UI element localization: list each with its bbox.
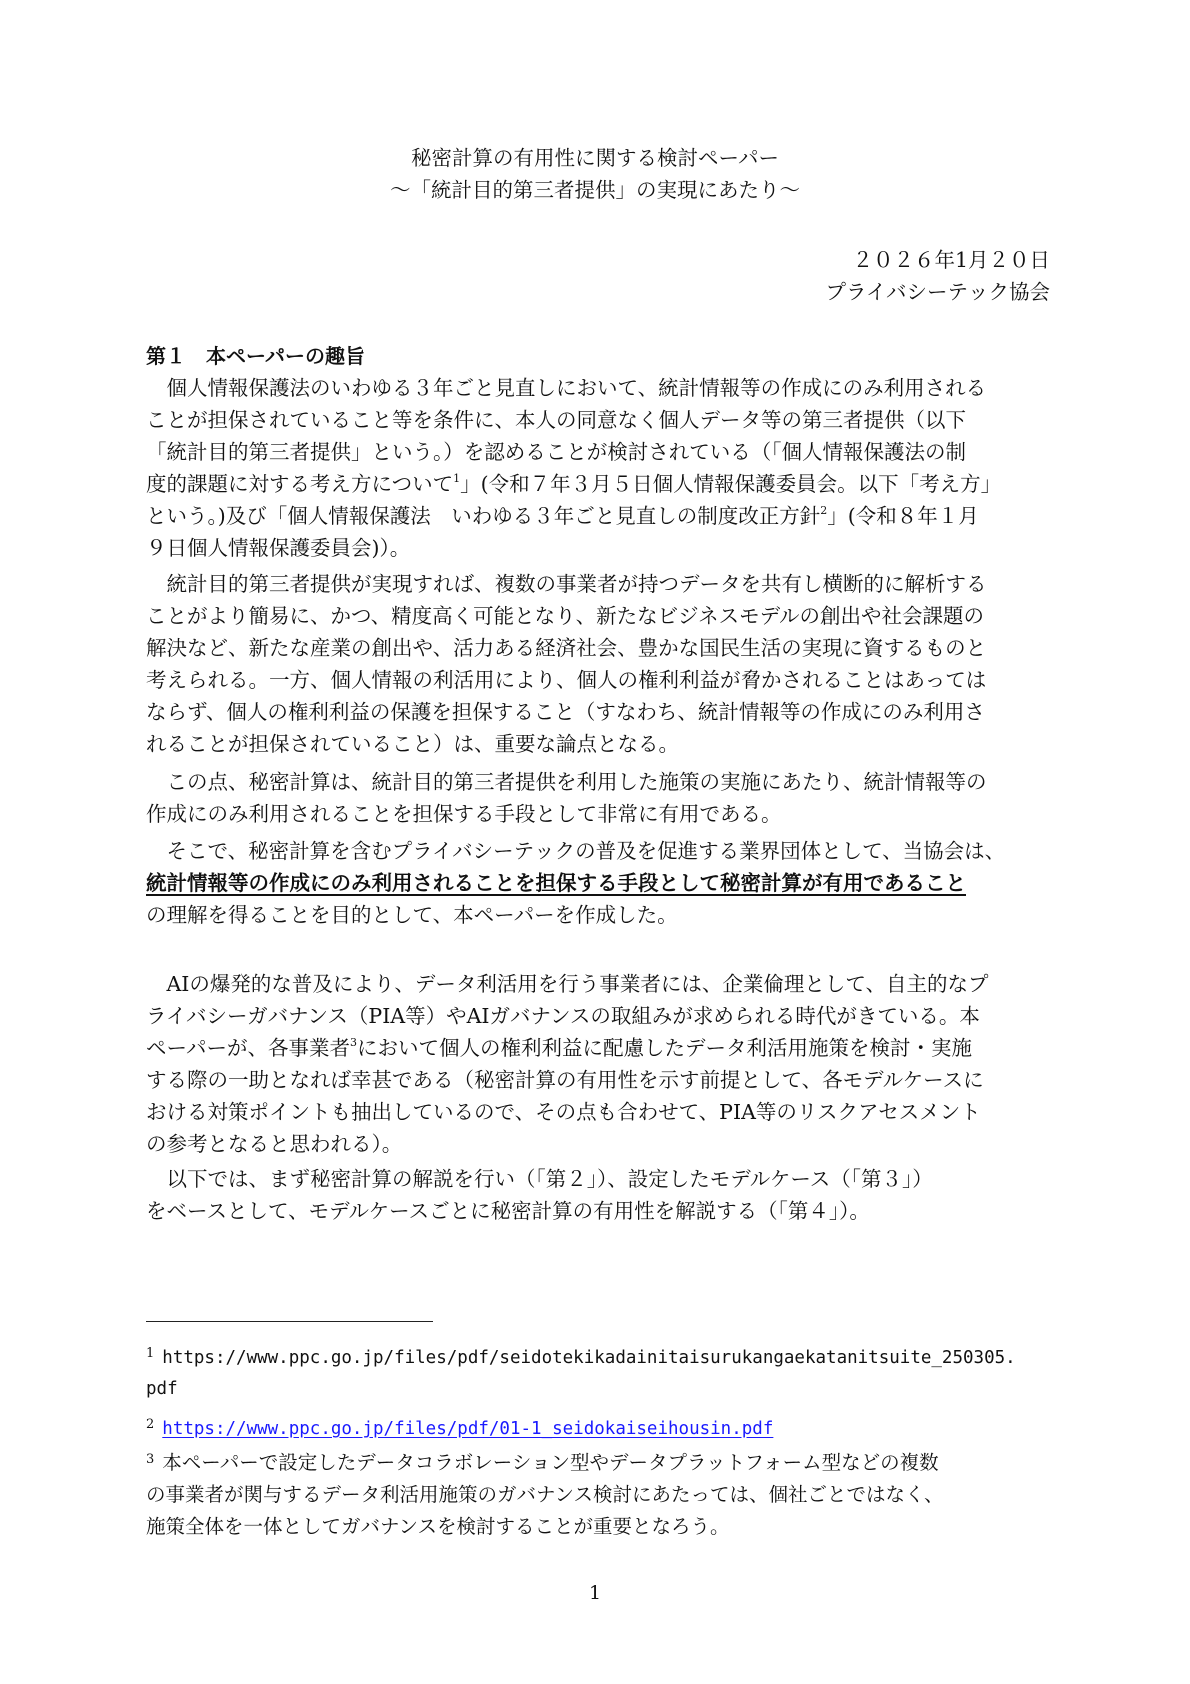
p3-line-2: 作成にのみ利用されることを担保する手段として非常に有用である。 [146,802,782,826]
p4-emphasis-line: 統計情報等の作成にのみ利用されることを担保する手段として秘密計算が有用であること [146,871,966,895]
p1-line-4 [146,468,1190,500]
document-date: ２０２６年1月２０日 [852,248,1050,272]
title-line-2: ～「統計目的第三者提供」の実現にあたり～ [390,178,800,202]
p6-line-2: をベースとして、モデルケースごとに秘密計算の有用性を解説する（「第４」）。 [146,1199,870,1223]
title-line-1: 秘密計算の有用性に関する検討ペーパー [411,146,779,170]
p1-line-1: 個人情報保護法のいわゆる３年ごと見直しにおいて、統計情報等の作成にのみ利用される [146,376,987,400]
footnote-2 [146,1413,773,1444]
p5-line-3a: ペーパーが、各事業者 [146,1036,350,1060]
footnote-1-continued [146,1373,178,1404]
p5-line-2: ライバシーガバナンス（PIA等）やAIガバナンスの取組みが求められる時代がきている。本 [146,1004,980,1028]
footnote-3-line-1: 本ペーパーで設定したデータコラボレーション型やデータプラットフォーム型などの複数 [162,1451,939,1474]
p5-line-3 [146,1032,1190,1064]
p5-line-4: する際の一助となれば幸甚である（秘密計算の有用性を示す前提として、各モデルケースに [146,1068,984,1092]
p1-line-6: ９日個人情報保護委員会)）。 [146,536,411,560]
footnote-3-line-2: の事業者が関与するデータ利活用施策のガバナンス検討にあたっては、個社ごとではなく、 [146,1483,944,1506]
footnote-3-line-3: 施策全体を一体としてガバナンスを検討することが重要となろう。 [146,1515,730,1538]
p5-line-5: おける対策ポイントも抽出しているので、その点も合わせて、PIA等のリスクアセスメント [146,1100,981,1124]
section-heading: 第１ 本ペーパーの趣旨 [146,344,365,368]
p5-line-1: AIの爆発的な普及により、データ利活用を行う事業者には、企業倫理として、自主的なプ [146,972,989,996]
footnote-2-number: 2 [146,1417,155,1432]
footnote-3 [146,1448,939,1478]
p1-line-5a: という。)及び「個人情報保護法 いわゆる３年ごと見直しの制度改正方針 [146,504,821,528]
p2-line-1: 統計目的第三者提供が実現すれば、複数の事業者が持つデータを共有し横断的に解析する [146,572,987,596]
p2-line-5: ならず、個人の権利利益の保護を担保すること（すなわち、統計情報等の作成にのみ利用さ [146,700,985,724]
p1-line-5 [146,500,1190,532]
p1-line-3: 「統計目的第三者提供」という。）を認めることが検討されている（「個人情報保護法の制 [146,440,966,464]
p4-line-1: そこで、秘密計算を含むプライバシーテックの普及を促進する業界団体として、当協会は、 [146,839,1006,863]
p6-line-1: 以下では、まず秘密計算の解説を行い（「第２」）、設定したモデルケース（「第３」） [146,1167,933,1191]
p3-line-1: この点、秘密計算は、統計目的第三者提供を利用した施策の実施にあたり、統計情報等の [146,770,987,794]
p5-line-3b: において個人の権利利益に配慮したデータ利活用施策を検討・実施 [356,1036,972,1060]
page-number: 1 [588,1582,602,1604]
p5-line-6: の参考となると思われる）。 [146,1132,403,1156]
p4-line-3: の理解を得ることを目的として、本ペーパーを作成した。 [146,903,678,927]
footnote-1-number: 1 [146,1346,155,1361]
footnote-ref-1[interactable]: 1 [453,472,461,485]
document-organization: プライバシーテック協会 [825,280,1050,304]
footnote-1 [146,1342,1016,1373]
p2-line-2: ことがより簡易に、かつ、精度高く可能となり、新たなビジネスモデルの創出や社会課題の [146,604,985,628]
footnote-separator [146,1321,433,1322]
footnote-2-link[interactable]: https://www.ppc.go.jp/files/pdf/01-1_seidokaiseihousin.pdf [162,1419,774,1439]
p1-line-4a: 度的課題に対する考え方について [146,472,454,496]
p2-line-6: れることが担保されていること）は、重要な論点となる。 [146,732,679,756]
p2-line-3: 解決など、新たな産業の創出や、活力ある経済社会、豊かな国民生活の実現に資するものと [146,636,987,660]
p2-line-4: 考えられる。一方、個人情報の利活用により、個人の権利利益が脅かされることはあっては [146,668,987,692]
p1-line-4b: 」(令和７年３月５日個人情報保護委員会。以下「考え方」 [460,472,1002,496]
footnote-1-url: https://www.ppc.go.jp/files/pdf/seidotekikadainitaisurukangaekatanitsuite_250305. [162,1348,1016,1368]
p1-line-5b: 」(令和８年１月 [827,504,979,528]
footnote-1-url-cont: pdf [146,1379,178,1399]
footnote-ref-3[interactable]: 3 [349,1036,357,1049]
footnote-ref-2[interactable]: 2 [820,504,828,517]
footnote-3-number: 3 [146,1452,155,1467]
p1-line-2: ことが担保されていること等を条件に、本人の同意なく個人データ等の第三者提供（以下 [146,408,966,432]
